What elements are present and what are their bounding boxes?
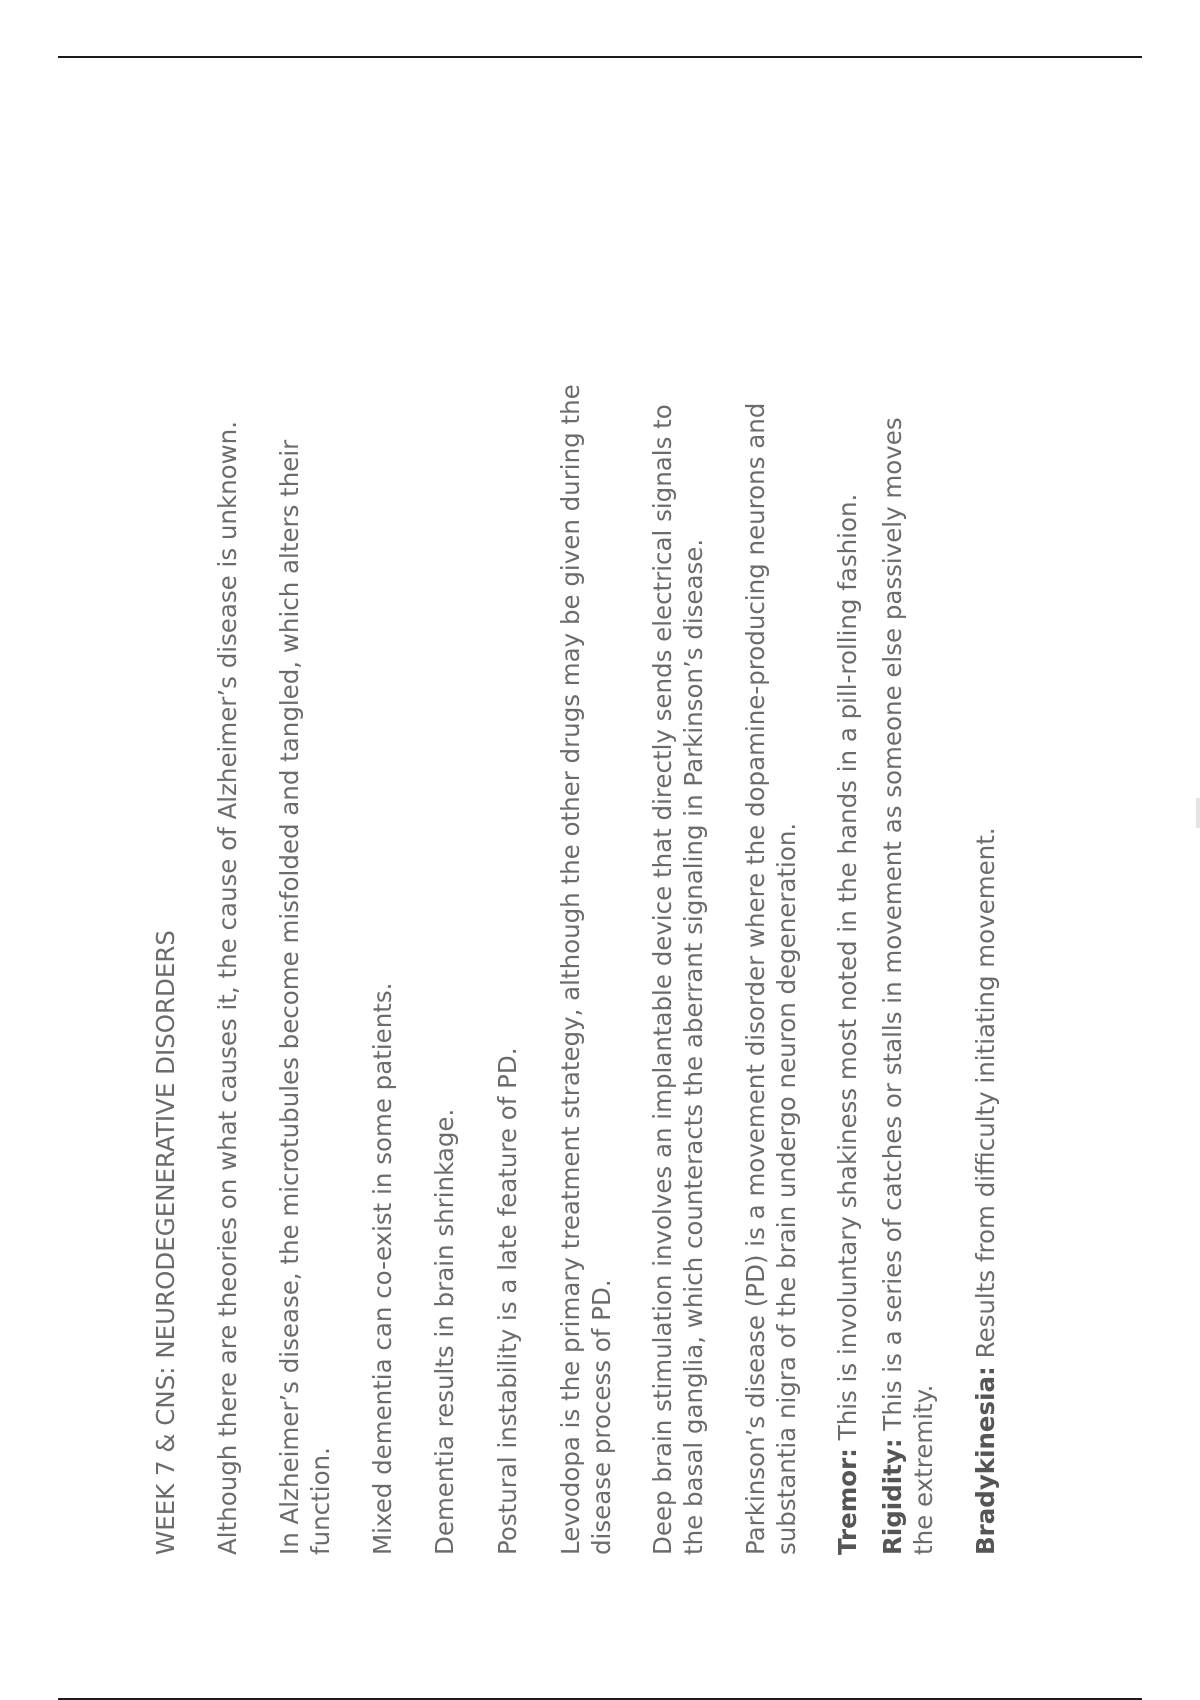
term-rigidity (877, 417, 939, 1555)
term-tremor-label: Tremor: (833, 1448, 862, 1555)
term-rigidity-text: This is a series of catches or stalls in movement as someone else passively moves (878, 417, 907, 1439)
paragraph-microtubules-line2: function. (306, 1447, 335, 1555)
paragraph-pd-line1: Parkinson’s disease (PD) is a movement disorder where the dopamine-producing neurons and (741, 402, 770, 1555)
paragraph-levodopa (555, 384, 617, 1555)
term-rigidity-label: Rigidity: (878, 1438, 907, 1555)
term-bradykinesia-label: Bradykinesia: (971, 1366, 1000, 1555)
paragraph-dbs-line1: Deep brain stimulation involves an implantable device that directly sends electrical signals to (648, 404, 677, 1555)
paragraph-postural-instability: Postural instability is a late feature of PD. (493, 1047, 522, 1555)
paragraph-alzheimers-cause: Although there are theories on what causes it, the cause of Alzheimer’s disease is unknown. (213, 421, 242, 1555)
paragraph-pd-line2: substantia nigra of the brain undergo neuron degeneration. (772, 822, 801, 1555)
paragraph-levodopa-line2: disease process of PD. (587, 1279, 616, 1555)
paragraph-deep-brain-stimulation (647, 404, 709, 1555)
paragraph-levodopa-line1: Levodopa is the primary treatment strategy, although the other drugs may be given during the (556, 384, 585, 1555)
paragraph-microtubules-line1: In Alzheimer’s disease, the microtubules become misfolded and tangled, which alters their (275, 439, 304, 1555)
paragraph-parkinsons-definition (740, 403, 802, 1555)
top-rule (58, 56, 1142, 58)
page-edge-mark (1196, 798, 1200, 828)
page-title: WEEK 7 & CNS: NEURODEGENERATIVE DISORDERS (151, 930, 180, 1555)
paragraph-mixed-dementia: Mixed dementia can co-exist in some patients. (368, 982, 397, 1555)
paragraph-microtubules (274, 440, 336, 1555)
paragraph-brain-shrinkage: Dementia results in brain shrinkage. (430, 1108, 459, 1555)
term-rigidity-text-line2: the extremity. (909, 1384, 938, 1555)
term-tremor-text: This is involuntary shakiness most noted in the hands in a pill-rolling fashion. (833, 493, 862, 1449)
paragraph-dbs-line2: the basal ganglia, which counteracts the aberrant signaling in Parkinson’s disease. (679, 538, 708, 1555)
term-bradykinesia (970, 827, 1001, 1555)
term-bradykinesia-text: Results from difficulty initiating movement. (971, 827, 1000, 1367)
term-tremor (832, 494, 863, 1555)
rotated-content (150, 255, 1010, 1555)
